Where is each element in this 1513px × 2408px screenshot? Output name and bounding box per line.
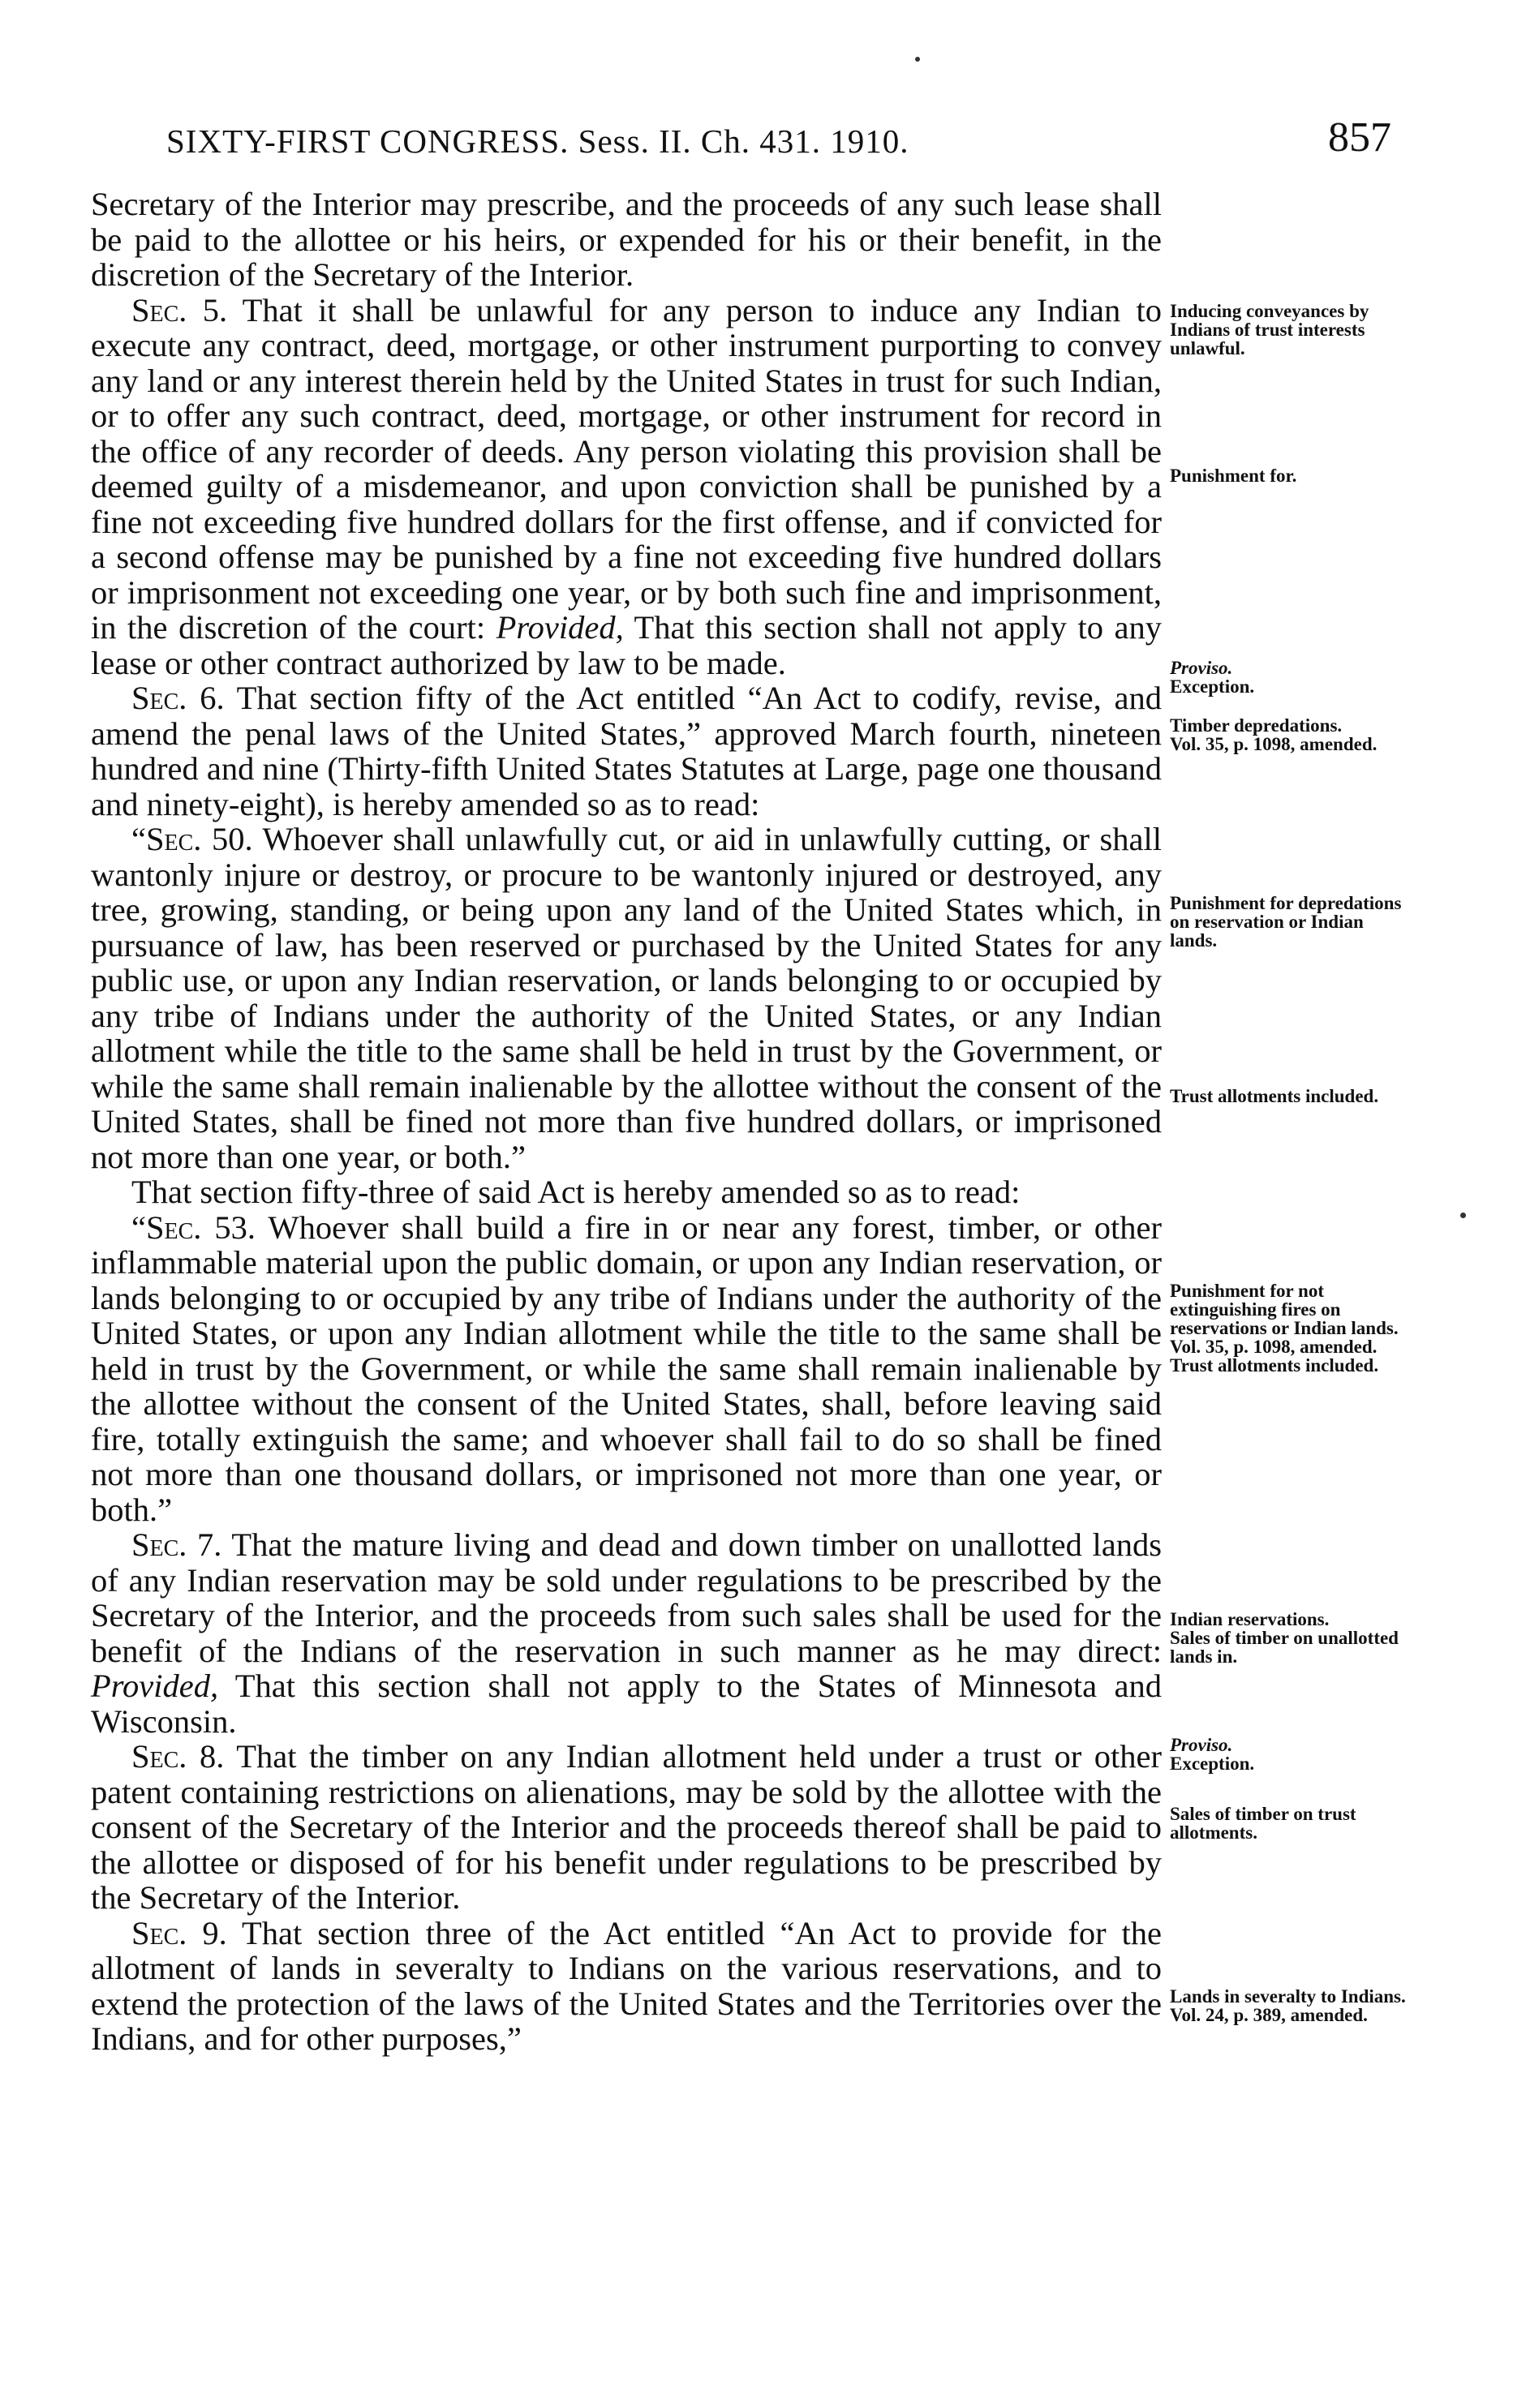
margin-note-proviso: Proviso. <box>1170 1735 1233 1755</box>
margin-note-text: Exception. <box>1170 676 1255 697</box>
section-label: Sec. 8. <box>131 1738 225 1775</box>
proviso-term: Provided, <box>496 609 624 646</box>
section-53 <box>91 1210 1162 1528</box>
margin-note-inducing-conveyances <box>1170 302 1413 358</box>
margin-note-citation: Vol. 24, p. 389, amended. <box>1170 2005 1368 2025</box>
margin-note-text: Sales of timber on trust allotments. <box>1170 1804 1356 1843</box>
section-text: That section three of the Act entitled “An Act to provide for the allotment of lands in severalty to Indians on the various reservations, and to extend the protection of the laws of the United States and the Territories over the Indians, and for other purposes,” <box>91 1914 1162 2057</box>
section-text: Whoever shall unlawfully cut, or aid in unlawfully cutting, or shall wantonly injure or destroy, or procure to be wantonly injured or destroyed, any tree, growing, standing, or being upon any land of the United States which, in pursuance of law, has been reserved or purchased by the United States for any public use, or upon any Indian reservation, or lands belonging to or occupied by any tribe of Indians under the authority of the United States, or any Indian allotment while the title to the same shall be held in trust by the Government, or while the same shall remain inalienable by the allottee without the consent of the United States, shall be fined not more than five hundred dollars, or imprisoned not more than one year, or both.” <box>91 821 1163 1175</box>
margin-note-fire-punishment <box>1170 1281 1413 1375</box>
margin-note-text: Trust allotments included. <box>1170 1086 1379 1106</box>
margin-note-text: Inducing conveyances by Indians of trust interests unlawful. <box>1170 301 1369 358</box>
margin-note-text: Punishment for depredations on reservation or Indian lands. <box>1170 893 1402 951</box>
body-text <box>91 187 1162 2057</box>
section-7 <box>91 1527 1162 1739</box>
section-label: Sec. 9. <box>131 1914 227 1951</box>
print-speck <box>915 57 920 62</box>
section-text: That this section shall not apply to any lease or other contract authorized by law to be made. <box>91 609 1162 681</box>
margin-note-punishment <box>1170 466 1413 485</box>
page-number: 857 <box>1328 114 1391 161</box>
section-text: That section fifty of the Act entitled “An Act to codify, revise, and amend the penal laws of the United States,” approved March fourth, nineteen hundred and nine (Thirty-fifth United States Statutes at Large, page one thousand and ninety-eight), is hereby amended so as to read: <box>91 680 1163 822</box>
margin-note-text: Sales of timber on unallotted lands in. <box>1170 1628 1399 1667</box>
section-label: “Sec. 50. <box>131 821 253 857</box>
margin-note-citation: Vol. 35, p. 1098, amended. <box>1170 734 1378 754</box>
margin-note-trust-allotments <box>1170 1087 1413 1105</box>
section-8 <box>91 1739 1162 1916</box>
paragraph-continuation <box>91 187 1162 293</box>
margin-note-text: Lands in severalty to Indians. <box>1170 1986 1406 2007</box>
running-title: SIXTY-FIRST CONGRESS. Sess. II. Ch. 431. 1910. <box>166 122 909 160</box>
margin-note-text: Exception. <box>1170 1753 1255 1774</box>
margin-note-proviso-exception-2 <box>1170 1736 1413 1773</box>
margin-note-text: Indian reservations. <box>1170 1609 1330 1629</box>
paragraph-text: Secretary of the Interior may prescribe, and the proceeds of any such lease shall be paid to the allottee or his heirs, or expended for his or their benefit, in the discretion of the Secretary of the Interior. <box>91 186 1162 293</box>
amendment-intro <box>91 1174 1162 1210</box>
margin-note-trust-timber-sales <box>1170 1805 1413 1842</box>
margin-note-timber-depredations <box>1170 716 1413 753</box>
section-text: That the timber on any Indian allotment held under a trust or other patent containing restrictions on alienations, may be sold by the allottee with the consent of the Secretary of the Interior and the proceeds thereof shall be paid to the allottee or disposed of for his benefit under regulations to be prescribed by the Secretary of the Interior. <box>91 1738 1162 1916</box>
margin-note-proviso-exception <box>1170 659 1413 696</box>
margin-note-text: Timber depredations. <box>1170 715 1343 736</box>
section-50 <box>91 822 1162 1174</box>
section-label: “Sec. 53. <box>131 1208 256 1246</box>
section-6 <box>91 680 1162 822</box>
proviso-term: Provided, <box>91 1668 219 1704</box>
section-text: Whoever shall build a fire in or near any forest, timber, or other inflammable material upon the public domain, or upon any Indian reservation, or lands belonging to or occupied by any tribe of Indians under the authority of the United States, or upon any Indian allotment while the title to the same shall be held in trust by the Government, or while the same shall remain inalienable by the allottee without the consent of the United States, shall, before leaving said fire, totally extinguish the same; and whoever shall fail to do so shall be fined not more than one thousand dollars, or imprisoned not more than one year, or both.” <box>91 1208 1162 1528</box>
margin-note-text: Punishment for. <box>1170 466 1297 486</box>
print-speck <box>1460 1213 1466 1218</box>
margin-note-text: Punishment for not extinguishing fires on reservations or Indian lands. <box>1170 1281 1399 1338</box>
section-5 <box>91 293 1162 681</box>
section-text: That it shall be unlawful for any person to induce any Indian to execute any contract, deed, mortgage, or other instrument purporting to convey any land or any interest therein held by the United States in trust for such Indian, or to offer any such contract, deed, mortgage, or other instrument for record in the office of any recorder of deeds. Any person violating this provision shall be deemed guilty of a misdemeanor, and upon conviction shall be punished by a fine not exceeding five hundred dollars for the first offense, and if convicted for a second offense may be punished by a fine not exceeding five hundred dollars or imprisonment not exceeding one year, or by both such fine and imprisonment, in the discretion of the court: <box>91 291 1162 646</box>
section-text: That the mature living and dead and down timber on unallotted lands of any Indian reservation may be sold under regulations to be prescribed by the Secretary of the Interior, and the proceeds from such sales shall be used for the benefit of the Indians of the reservation in such manner as he may direct: <box>91 1526 1162 1669</box>
section-text: That this section shall not apply to the States of Minnesota and Wisconsin. <box>91 1668 1162 1740</box>
section-9 <box>91 1916 1162 2057</box>
margin-note-citation: Vol. 35, p. 1098, amended. <box>1170 1337 1378 1357</box>
section-label: Sec. 7. <box>131 1526 222 1563</box>
section-label: Sec. 6. <box>131 680 225 716</box>
margin-note-text: Trust allotments included. <box>1170 1355 1379 1376</box>
margin-note-depredation-punishment <box>1170 894 1413 950</box>
margin-note-indian-reservations <box>1170 1610 1413 1666</box>
section-label: Sec. 5. <box>131 291 228 328</box>
page-header <box>166 114 1391 170</box>
margin-note-proviso: Proviso. <box>1170 658 1233 678</box>
margin-note-lands-in-severalty <box>1170 1987 1413 2024</box>
paragraph-text: That section fifty-three of said Act is hereby amended so as to read: <box>131 1174 1021 1210</box>
